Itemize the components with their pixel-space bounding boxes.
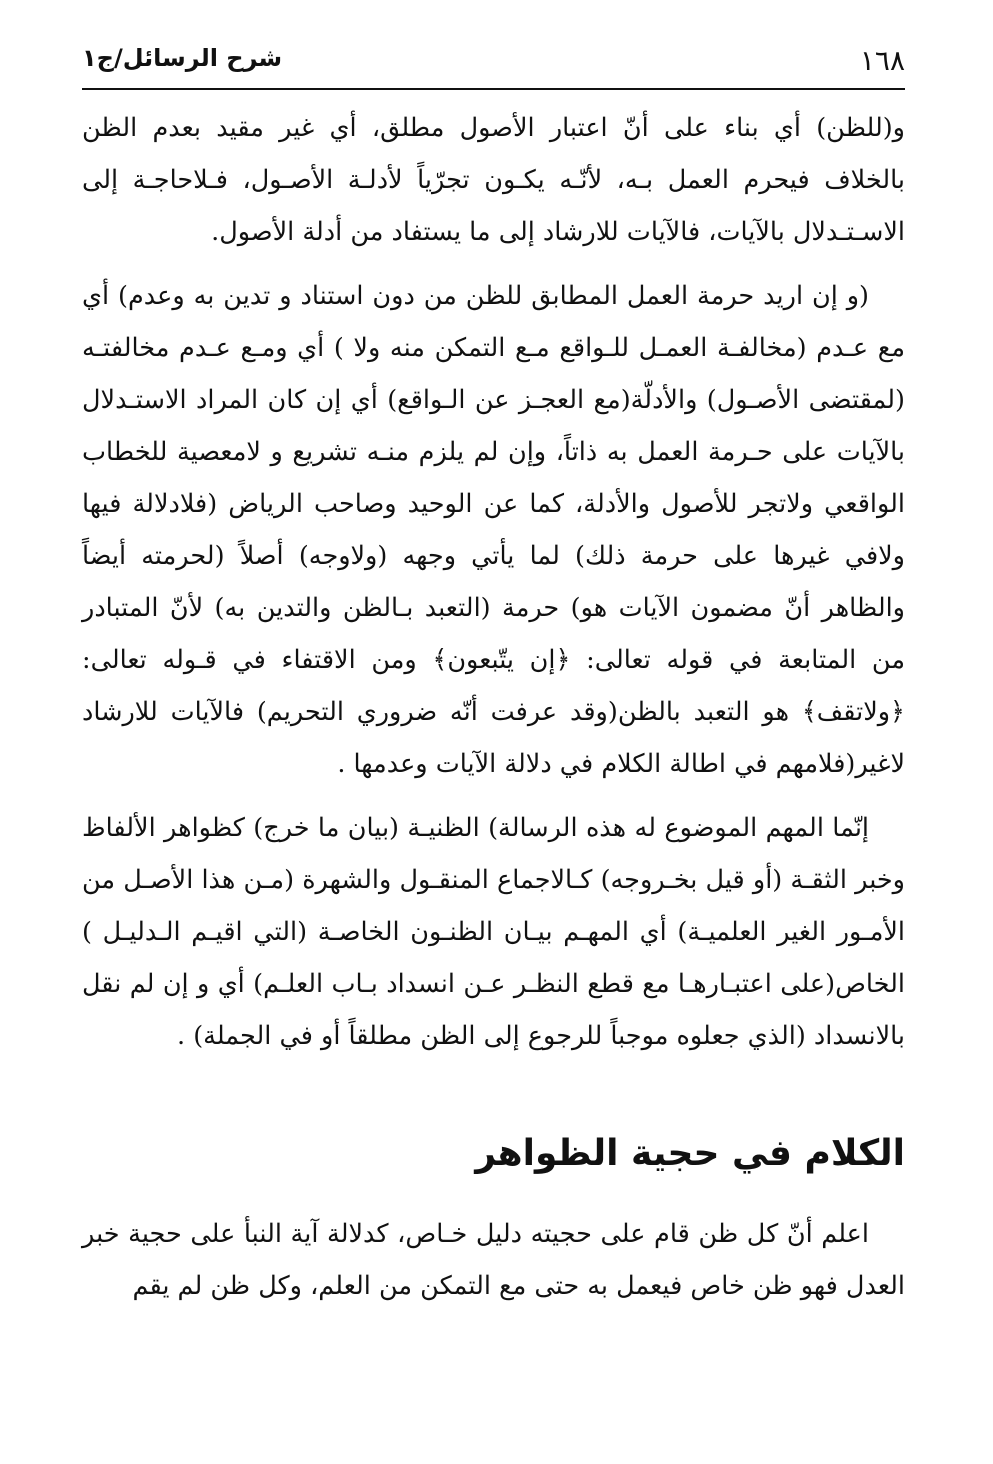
running-head	[82, 40, 905, 82]
paragraph-2: (و إن اريد حرمة العمل المطابق للظن من دون استناد و تدين به وعدم) أي مع عـدم (مخالفـة العمـل للـواقع مـع التمكن منه ولا ) أي ومـع عـدم مخالفتـه (لمقتضى الأصـول) والأدلّة(مع العجـز عن الـواقع) أي إن كان المراد الاستـدلال بالآيات على حـرمة العمل به ذاتاً، وإن لم يلزم منـه تشريع و لامعصية للخطاب الواقعي ولاتجر للأصول والأدلة، كما عن الوحيد وصاحب الرياض (فلادلالة فيها ولافي غيرها على حرمة ذلك) لما يأتي وجهه (ولاوجه) أصلاً (لحرمته أيضاً والظاهر أنّ مضمون الآيات هو) حرمة (التعبد بـالظن والتدين به) لأنّ المتبادر من المتابعة في قوله تعالى: ﴿إن يتّبعون﴾ ومن الاقتفاء في قـوله تعالى: ﴿ولاتقف﴾ هو التعبد بالظن(وقد عرفت أنّه ضروري التحريم) فالآيات للارشاد لاغير(فلامهم في اطالة الكلام في دلالة الآيات وعدمها .	[82, 281, 905, 779]
header-rule	[82, 88, 905, 90]
closing-paragraph: اعلم أنّ كل ظن قام على حجيته دليل خـاص، كدلالة آية النبأ على حجية خبر العدل فهو ظن خاص فيعمل به حتى مع التمكن من العلم، وكل ظن لم يقم	[82, 1219, 905, 1301]
document-page	[82, 40, 905, 1444]
paragraph-3: إنّما المهم الموضوع له هذه الرسالة) الظنيـة (بيان ما خرج) كظواهر الألفاظ وخبر الثقـة (أو قيل بخـروجه) كـالاجماع المنقـول والشهرة (مـن هذا الأصـل من الأمـور الغير العلميـة) أي المهـم بيـان الظنـون الخاصـة (التي اقيـم الـدليـل ) الخاص(على اعتبـارهـا مع قطع النظـر عـن انسداد بـاب العلـم) أي و إن لم نقل بالانسداد (الذي جعلوه موجباً للرجوع إلى الظن مطلقاً أو في الجملة) .	[82, 813, 905, 1051]
book-title: شرح الرسائل/ج١	[82, 44, 283, 72]
paragraph-1: و(للظن) أي بناء على أنّ اعتبار الأصول مطلق، أي غير مقيد بعدم الظن بالخلاف فيحرم العمل بـه، لأنّـه يكـون تجرّياً لأدلـة الأصـول، فـلاحاجـة إلى الاسـتـدلال بالآيات، فالآيات للارشاد إلى ما يستفاد من أدلة الأصول.	[82, 113, 905, 247]
page-number: ١٦٨	[859, 44, 905, 77]
section-heading: الكلام في حجية الظواهر	[475, 1133, 905, 1174]
body-text	[82, 102, 905, 1312]
